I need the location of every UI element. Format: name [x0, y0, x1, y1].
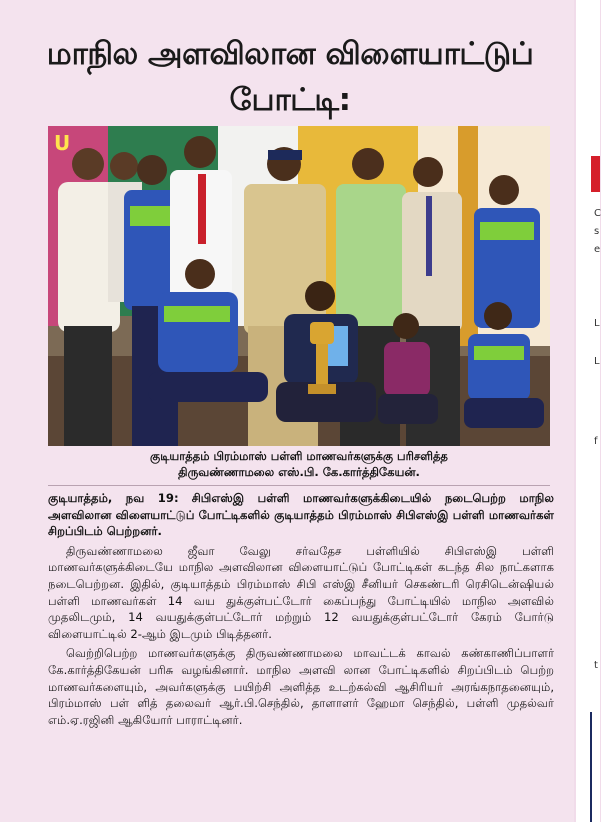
headline-line-1: மாநில அளவிலான விளையாட்டுப் போட்டி:	[46, 36, 534, 119]
paragraph-3: வெற்றிபெற்ற மாணவர்களுக்கு திருவண்ணாமலை மாவட்டக் காவல் கண்காணிப்பாளர் கே.கார்த்திகேயன் பரிசு வழங்கினார். மாநில அளவி லான போட்டிகளில் சிறப்பிடம் பெற்ற மாணவர்களையும், அவர்களுக்கு பயிற்சி அளித்த உடற்கல்வி ஆசிரியர் அரங்கநாதனையும், பிரம்மாஸ் பள் ளித் தலைவர் ஆர்.பி.செந்தில், தாளாளர் ஹேமா செந்தில், பள்ளி முதல்வர் எம்.ஏ.ரஜினி ஆகியோர் பாராட்டினர்.	[48, 646, 554, 727]
photo-caption	[48, 448, 550, 480]
caption-divider	[48, 485, 550, 486]
lead-text: சிபிஎஸ்இ பள்ளி மாணவர்களுக்கிடையில் நடைபெற்ற மாநில அளவிலான விளையாட்டுப் போட்டிகளில் குடியாத்தம் பிரம்மாஸ் சிபிஎஸ்இ பள்ளி மாணவர்கள் சிறப்பிடம் பெற்றனர்.	[48, 491, 554, 539]
paragraph-2: திருவண்ணாமலை ஜீவா வேலு சர்வதேச பள்ளியில் சிபிஎஸ்இ பள்ளி மாணவர்களுக்கிடையே மாநில அளவிலான விளையாட்டுப் போட்டிகள் கடந்த சில நாட்களாக நடைபெற்றன. இதில், குடியாத்தம் பிரம்மாஸ் சிபி எஸ்இ சீனியர் செகண்டரி ரெசிடென்ஷியல் பள்ளி மாணவர்கள் 14 வய துக்குள்பட்டோர் கைப்பந்து போட்டியில் மாநில அளவில் முதலிடமும், 14 வயதுக்குள்பட்டோர் மற்றும் 12 வயதுக்குள்பட்டோர் கேரம் போர்டு விளையாட்டில் 2-ஆம் இடமும் பிடித்தனர்.	[48, 543, 554, 641]
fragment-7: t	[594, 660, 598, 671]
fragment-5: L	[594, 356, 600, 367]
article-body	[48, 490, 554, 731]
caption-line-1: குடியாத்தம் பிரம்மாஸ் பள்ளி மாணவர்களுக்கு பரிசளித்த	[150, 449, 448, 463]
adjacent-column	[576, 0, 600, 822]
fragment-1: C	[594, 208, 601, 219]
red-section-tab	[591, 156, 600, 192]
fragment-3: e	[594, 244, 601, 255]
paragraph-lead	[48, 490, 554, 540]
news-photo	[48, 126, 550, 446]
fragment-6: f	[594, 436, 598, 447]
column-border	[590, 712, 592, 822]
caption-line-2: திருவண்ணாமலை எஸ்.பி. கே.கார்த்திகேயன்.	[178, 465, 420, 479]
dateline: குடியாத்தம், நவ 19:	[48, 491, 179, 505]
fragment-4: L	[594, 318, 600, 329]
fragment-2: s	[594, 226, 600, 237]
banner-text: U	[54, 131, 71, 155]
